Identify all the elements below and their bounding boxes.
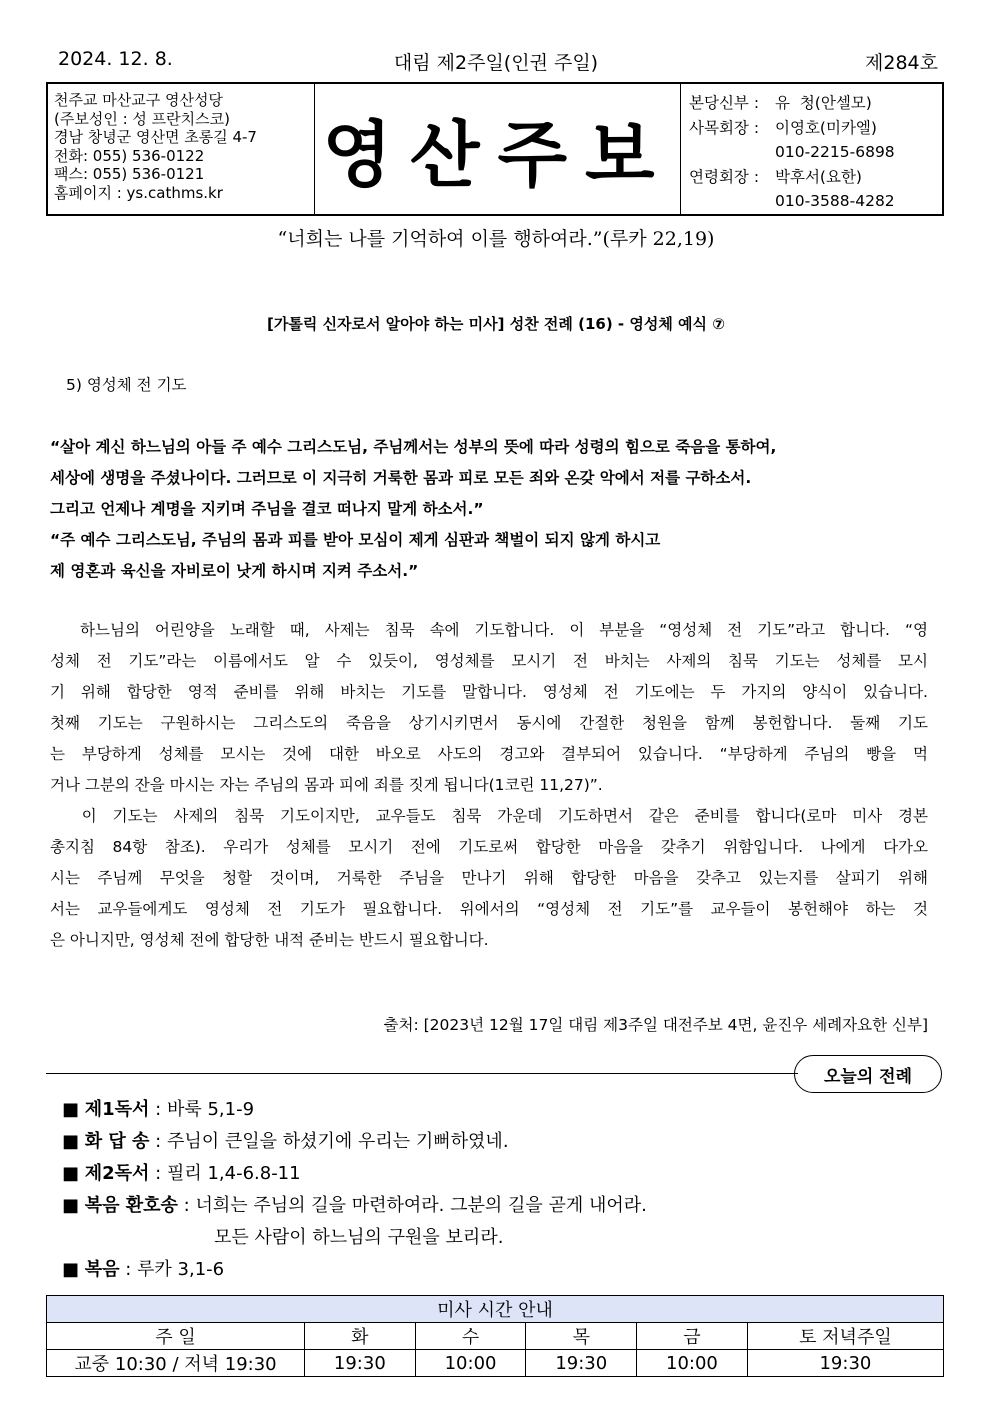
parish-info (48, 84, 315, 214)
reading-text: : 루카 3,1-6 (119, 1259, 225, 1280)
reading-text: : 너희는 주님의 길을 마련하여라. 그분의 길을 곧게 내어라. (177, 1195, 647, 1216)
body-line: 서는 교우들에게도 영성체 전 기도가 필요합니다. 위에서의 “영성체 전 기도”를 교우들이 봉헌해야 하는 것 (50, 900, 928, 918)
prayer-text (50, 432, 776, 587)
reading-label: 복음 환호송 (84, 1195, 178, 1216)
reading-item (62, 1158, 647, 1190)
mass-time: 19:30 (747, 1350, 943, 1377)
day-header: 금 (637, 1323, 748, 1350)
staff-phone: 010-2215-6898 (775, 143, 895, 161)
body-line: 하느님의 어린양을 노래할 때, 사제는 침묵 속에 기도합니다. 이 부분을 “영성체 전 기도”라고 합니다. “영 (50, 621, 928, 639)
parish-name: 천주교 마산교구 영산성당 (54, 91, 223, 109)
mass-time: 교중 10:30 / 저녁 19:30 (47, 1350, 305, 1377)
mass-schedule-table (46, 1295, 944, 1377)
bulletin-logo: 영산주보 (315, 84, 681, 214)
body-line: 첫째 기도는 구원하시는 그리스도의 죽음을 상기시키면서 동시에 간절한 청원을 함께 봉헌합니다. 둘째 기도 (50, 714, 928, 732)
bullet-square-icon: ■ (62, 1163, 85, 1184)
bullet-square-icon: ■ (62, 1131, 85, 1152)
reading-label: 제1독서 (84, 1099, 150, 1120)
issue-number: 제284호 (865, 52, 938, 74)
day-header: 토 저녁주일 (747, 1323, 943, 1350)
article-body (50, 615, 928, 956)
staff-role: 본당신부 : (689, 94, 760, 112)
scripture-quote: “너희는 나를 기억하여 이를 행하여라.”(루카 22,19) (277, 228, 715, 250)
body-line: 거나 그분의 잔을 마시는 자는 주님의 몸과 피에 죄를 짓게 됩니다(1코린 11,27)”. (50, 776, 603, 794)
reading-label: 제2독서 (84, 1163, 150, 1184)
staff-role: 연령회장 : (689, 167, 760, 186)
fax: 팩스: 055) 536-0121 (54, 165, 205, 184)
reading-item (62, 1126, 647, 1158)
mass-time: 19:30 (305, 1350, 416, 1377)
bullet-square-icon: ■ (62, 1259, 85, 1280)
liturgical-day: 대림 제2주일(인권 주일) (393, 52, 599, 74)
staff-info (681, 84, 942, 214)
reading-text-cont: 모든 사람이 하느님의 구원을 보리라. (214, 1227, 504, 1248)
day-header: 목 (526, 1323, 637, 1350)
mass-schedule-title: 미사 시간 안내 (47, 1296, 944, 1323)
staff-role: 사목회장 : (689, 118, 760, 137)
staff-name: 박후서(요한) (775, 167, 862, 186)
article-title: [가톨릭 신자로서 알아야 하는 미사] 성찬 전례 (16) - 영성체 예식 ⑦ (267, 315, 725, 333)
body-line: 이 기도는 사제의 침묵 기도이지만, 교우들도 침묵 가운데 기도하면서 같은 준비를 합니다(로마 미사 경본 (50, 807, 928, 825)
reading-text: : 바룩 5,1-9 (149, 1099, 255, 1120)
bullet-square-icon: ■ (62, 1099, 85, 1120)
body-line: 총지침 84항 참조). 우리가 성체를 모시기 전에 기도로써 합당한 마음을 갖추기 위함입니다. 나에게 다가오 (50, 838, 928, 856)
article-subtitle: 5) 영성체 전 기도 (66, 376, 187, 394)
homepage: 홈페이지 : ys.cathms.kr (54, 183, 223, 202)
day-header: 주 일 (47, 1323, 305, 1350)
body-line: 기 위해 합당한 영적 준비를 위해 바치는 기도를 말합니다. 영성체 전 기도에는 두 가지의 양식이 있습니다. (50, 683, 928, 701)
prayer-line: “살아 계신 하느님의 아들 주 예수 그리스도님, 주님께서는 성부의 뜻에 따라 성령의 힘으로 죽음을 통하여, (50, 438, 777, 456)
article-source: 출처: [2023년 12월 17일 대림 제3주일 대전주보 4면, 윤진우 세례자요한 신부] (383, 1016, 928, 1034)
reading-item (62, 1254, 647, 1286)
body-line: 성체 전 기도”라는 이름에서도 알 수 있듯이, 영성체를 모시기 전 바치는 사제의 침묵 기도는 성체를 모시 (50, 652, 928, 670)
day-header: 수 (415, 1323, 526, 1350)
phone: 전화: 055) 536-0122 (54, 146, 205, 165)
readings-list (62, 1094, 647, 1286)
staff-name: 이영호(미카엘) (775, 118, 877, 137)
mass-time: 10:00 (637, 1350, 748, 1377)
reading-text: : 주님이 큰일을 하셨기에 우리는 기뻐하였네. (149, 1131, 509, 1152)
reading-label: 화 답 송 (84, 1131, 150, 1152)
prayer-line: “주 예수 그리스도님, 주님의 몸과 피를 받아 모심이 제게 심판과 책벌이 되지 않게 하시고 (50, 531, 661, 549)
masthead (46, 82, 944, 216)
address: 경남 창녕군 영산면 초롱길 4-7 (54, 128, 257, 147)
reading-item (62, 1190, 647, 1222)
staff-phone: 010-3588-4282 (775, 192, 895, 210)
staff-name: 유 청(안셀모) (775, 94, 872, 112)
reading-item (62, 1094, 647, 1126)
body-line: 은 아니지만, 영성체 전에 합당한 내적 준비는 반드시 필요합니다. (50, 931, 489, 949)
todays-liturgy-badge: 오늘의 전례 (794, 1055, 942, 1093)
prayer-line: 세상에 생명을 주셨나이다. 그러므로 이 지극히 거룩한 몸과 피로 모든 죄와 온갖 악에서 저를 구하소서. (50, 469, 752, 487)
issue-date: 2024. 12. 8. (58, 48, 173, 70)
mass-time: 19:30 (526, 1350, 637, 1377)
day-header: 화 (305, 1323, 416, 1350)
prayer-line: 제 영혼과 육신을 자비로이 낫게 하시며 지켜 주소서.” (50, 562, 419, 580)
bullet-square-icon: ■ (62, 1195, 85, 1216)
body-line: 시는 주님께 무엇을 청할 것이며, 거룩한 주님을 만나기 위해 합당한 마음을 갖추고 있는지를 살피기 위해 (50, 869, 928, 887)
prayer-line: 그리고 언제나 계명을 지키며 주님을 결코 떠나지 말게 하소서.” (50, 500, 484, 518)
mass-time: 10:00 (415, 1350, 526, 1377)
reading-text: : 필리 1,4-6.8-11 (149, 1163, 301, 1184)
divider (46, 1073, 798, 1074)
patron-saint: (주보성인 : 성 프란치스코) (54, 109, 230, 128)
body-line: 는 부당하게 성체를 모시는 것에 대한 바오로 사도의 경고와 결부되어 있습니다. “부당하게 주님의 빵을 먹 (50, 745, 928, 763)
reading-label: 복음 (84, 1259, 120, 1280)
